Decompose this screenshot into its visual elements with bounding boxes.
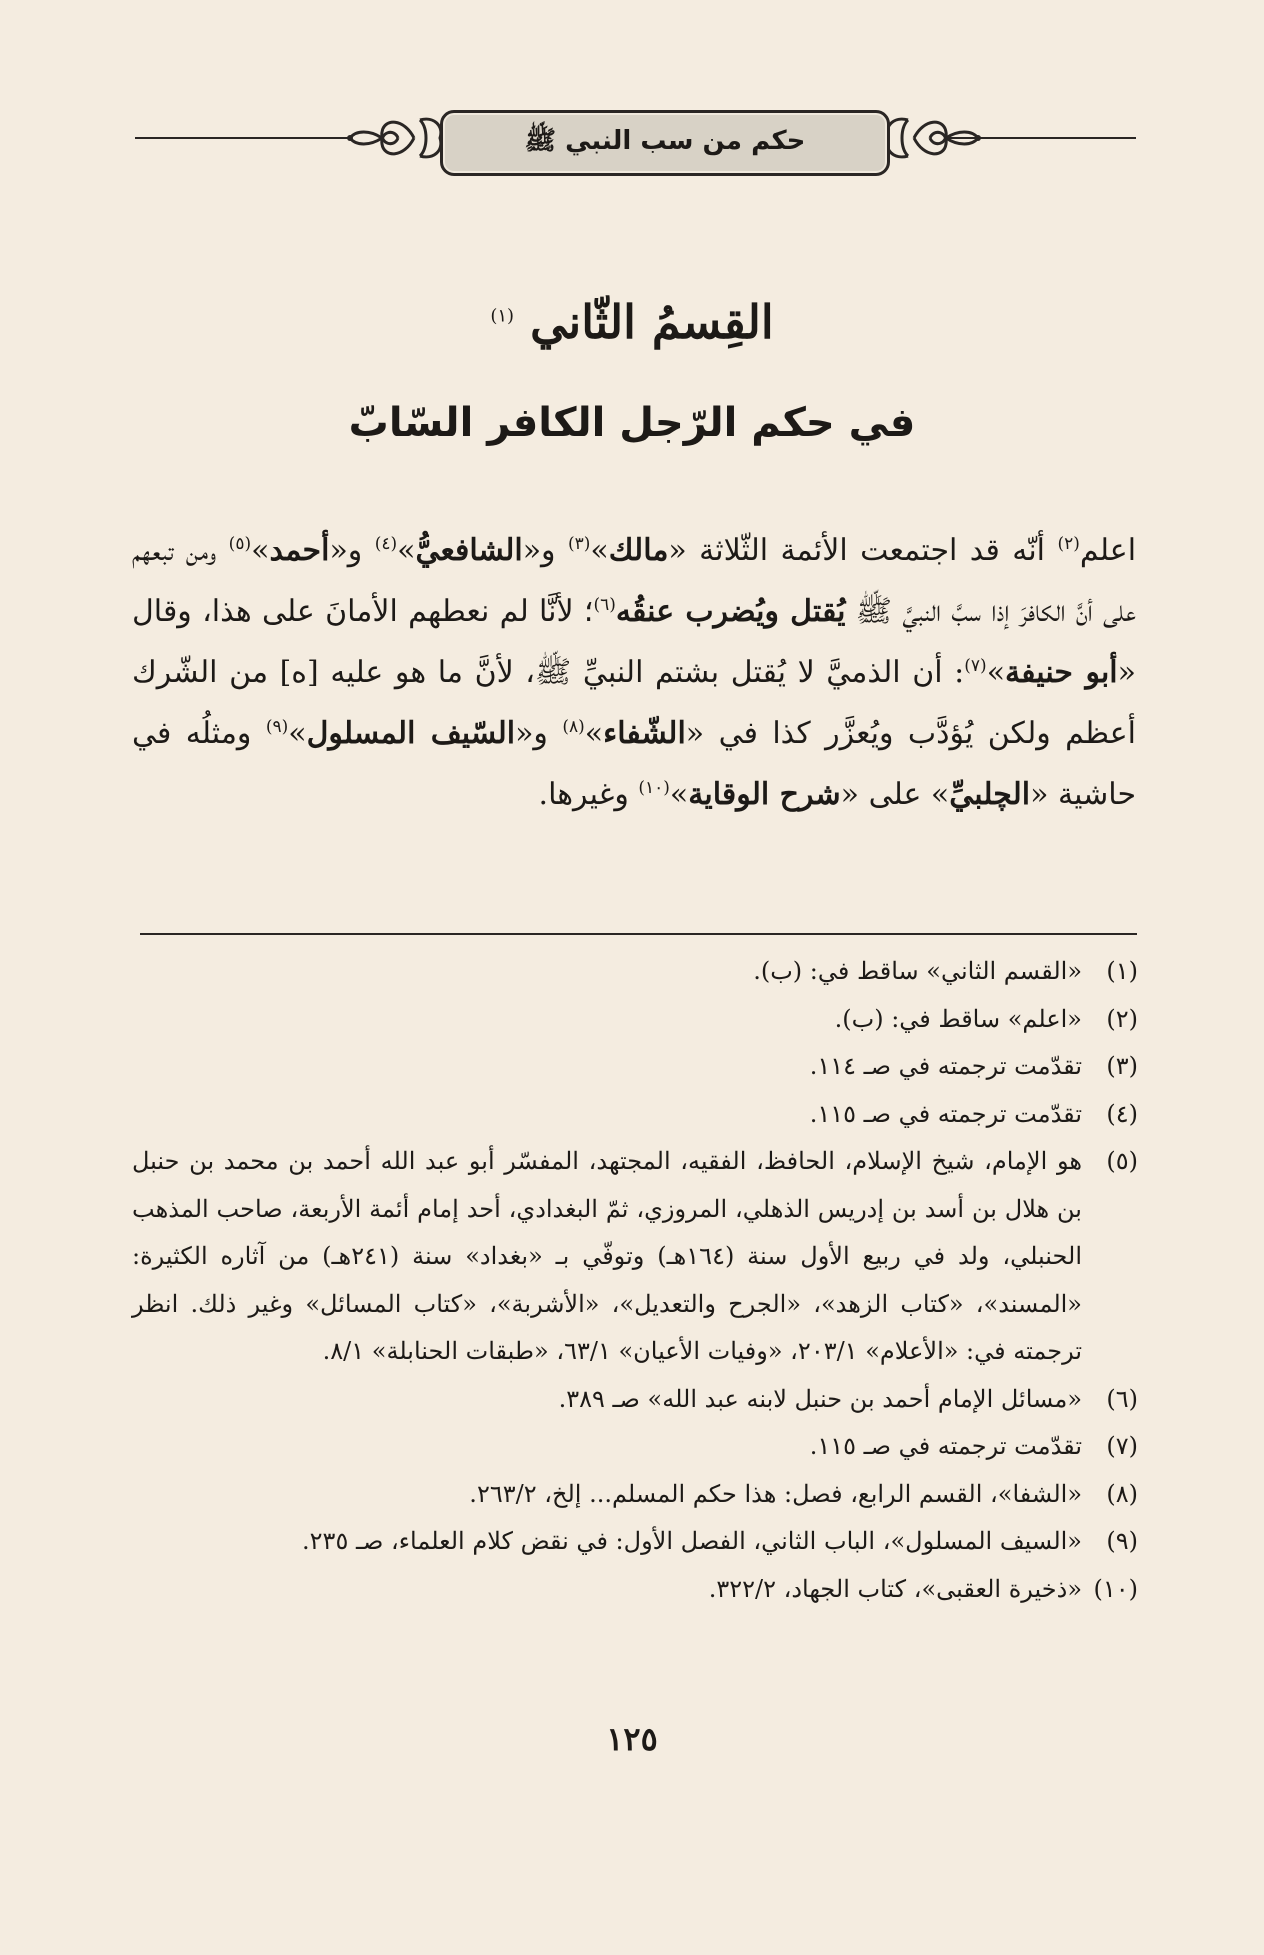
- footnote: [132, 1091, 1138, 1139]
- name-chalabi: الچلبيِّ: [949, 777, 1031, 812]
- running-header-title: حكم من سب النبي ﷺ: [524, 126, 806, 156]
- footnote: [132, 1518, 1138, 1566]
- footnote-ref: (٦): [593, 595, 616, 615]
- body-text-run: » على «: [840, 777, 950, 812]
- footnote-ref: (٨): [562, 717, 585, 737]
- footnote-number: (٤): [1106, 1099, 1138, 1128]
- name-abu-hanifa: أبو حنيفة: [1005, 655, 1118, 690]
- body-text-run: اعلم: [1079, 533, 1137, 568]
- footnote-number: (٣): [1106, 1052, 1138, 1080]
- footnote-text: «اعلم» ساقط في: (ب).: [834, 1004, 1082, 1033]
- page-number: ١٢٥: [606, 1720, 658, 1758]
- body-text-run: »: [669, 777, 689, 812]
- book-sayf-maslul: السّيف المسلول: [306, 716, 516, 751]
- name-shafii: الشافعيُّ: [415, 533, 523, 568]
- footnote-number: (٥): [1106, 1147, 1138, 1175]
- name-malik: مالك: [608, 533, 669, 568]
- footnote-number: (٧): [1106, 1432, 1138, 1460]
- footnote-ref: (٥): [228, 534, 252, 554]
- footnote: [132, 1043, 1138, 1091]
- footnote: [132, 996, 1138, 1044]
- body-text-run: »: [986, 655, 1006, 690]
- footnote-number: (٢): [1106, 1004, 1138, 1033]
- section-subtitle: في حكم الرّجل الكافر السّابّ: [348, 400, 916, 446]
- footnote-ref: (٤): [374, 534, 398, 554]
- footnote: [132, 1566, 1138, 1614]
- section-title: [0, 295, 1264, 349]
- body-text-run: : أن الذميَّ لا يُقتل بشتم النبيِّ ﷺ، لأنَّ ما هو عليه [ه] من الشّرك أعظم ولكن يُؤدَّب ويُعزَّر كذا في «: [132, 655, 1136, 751]
- body-text-run: »: [397, 533, 416, 568]
- footnote-text: «القسم الثاني» ساقط في: (ب).: [753, 957, 1082, 985]
- body-text-run: »: [584, 716, 604, 751]
- body-text-run: ومثلُه في حاشية «: [132, 716, 1136, 812]
- footnote-text: «الشفا»، القسم الرابع، فصل: هذا حكم المسلم... إلخ، ٢٦٣/٢.: [469, 1479, 1082, 1508]
- body-text-run: ؛ لأنَّا لم نعطهم الأمانَ على هذا، وقال «: [132, 594, 1136, 690]
- name-ahmad: أحمد: [269, 533, 330, 568]
- footnote-text: هو الإمام، شيخ الإسلام، الحافظ، الفقيه، المجتهد، المفسّر أبو عبد الله أحمد بن محمد بن حنبل بن هلال بن أسد بن إدريس الذهلي، المروزي، ثمّ البغدادي، أحد إمام أئمة الأربعة، صاحب المذهب الحنبلي، ولد في ربيع الأول سنة (١٦٤هـ) وتوفّي بـ «بغداد» سنة (٢٤١هـ) من آثاره الكثيرة: «المسند»، «كتاب الزهد»، «الجرح والتعديل»، «الأشربة»، «كتاب المسائل» وغير ذلك. انظر ترجمته في: «الأعلام» ٢٠٣/١، «وفيات الأعيان» ٦٣/١، «طبقات الحنابلة» ٨/١.: [132, 1147, 1083, 1365]
- footnote-ref: (٩): [265, 717, 289, 737]
- section-title-footnote-ref: (١): [490, 305, 515, 327]
- footnote-number: (٩): [1106, 1527, 1138, 1555]
- body-text-run: »: [590, 533, 609, 568]
- body-text-run: »: [251, 533, 270, 568]
- footnote-text: «ذخيرة العقبى»، كتاب الجهاد، ٣٢٢/٢.: [708, 1574, 1082, 1603]
- header-ornament-left-icon: [344, 100, 452, 176]
- footnote-separator: [140, 933, 1137, 935]
- book-sharh-wiqaya: شرح الوقاية: [688, 777, 841, 812]
- footnote: [132, 1423, 1138, 1471]
- body-text-run: أنّه قد اجتمعت الأئمة الثّلاثة «: [668, 533, 1046, 568]
- body-text-ruling: يُقتل ويُضرب عنقُه: [615, 594, 846, 629]
- footnote-ref: (٧): [964, 656, 987, 676]
- footnote-number: (١٠): [1093, 1574, 1138, 1603]
- body-text-run: و«: [515, 716, 548, 751]
- header-rule-left: [135, 137, 351, 139]
- book-shifa: الشّفاء: [603, 716, 686, 751]
- body-text-run: »: [288, 716, 307, 751]
- body-text-run: وغيرها.: [538, 777, 629, 812]
- header-ornament-right-icon: [876, 100, 984, 176]
- footnote-number: (٨): [1106, 1479, 1138, 1508]
- footnote-text: تقدّمت ترجمته في صـ ١١٥.: [809, 1432, 1082, 1460]
- footnote-text: تقدّمت ترجمته في صـ ١١٥.: [809, 1099, 1082, 1128]
- section-title-text: القِسمُ الثّاني: [530, 295, 774, 349]
- body-text-run: ومن تبعهم على أنَّ الكافرَ إذا سبَّ النبيَّ ﷺ: [132, 533, 1136, 629]
- body-paragraph: [132, 520, 1136, 825]
- footnote: [132, 1376, 1138, 1424]
- body-text-run: و«: [329, 533, 363, 568]
- footnote: [132, 1138, 1138, 1376]
- footnote-number: (١): [1106, 957, 1138, 985]
- footnote: [132, 948, 1138, 996]
- running-header: [440, 110, 890, 176]
- footnote-ref: (١٠): [638, 778, 670, 798]
- footnote: [132, 1471, 1138, 1519]
- footnote-text: تقدّمت ترجمته في صـ ١١٤.: [809, 1052, 1082, 1080]
- footnote-text: «السيف المسلول»، الباب الثاني، الفصل الأول: في نقض كلام العلماء، صـ ٢٣٥.: [302, 1527, 1082, 1555]
- footnote-number: (٦): [1106, 1384, 1138, 1413]
- body-text-run: و«: [522, 533, 556, 568]
- footnote-ref: (٢): [1057, 534, 1080, 554]
- footnotes: [132, 948, 1138, 1613]
- footnote-ref: (٣): [567, 534, 591, 554]
- footnote-text: «مسائل الإمام أحمد بن حنبل لابنه عبد الله» صـ ٣٨٩.: [558, 1384, 1082, 1413]
